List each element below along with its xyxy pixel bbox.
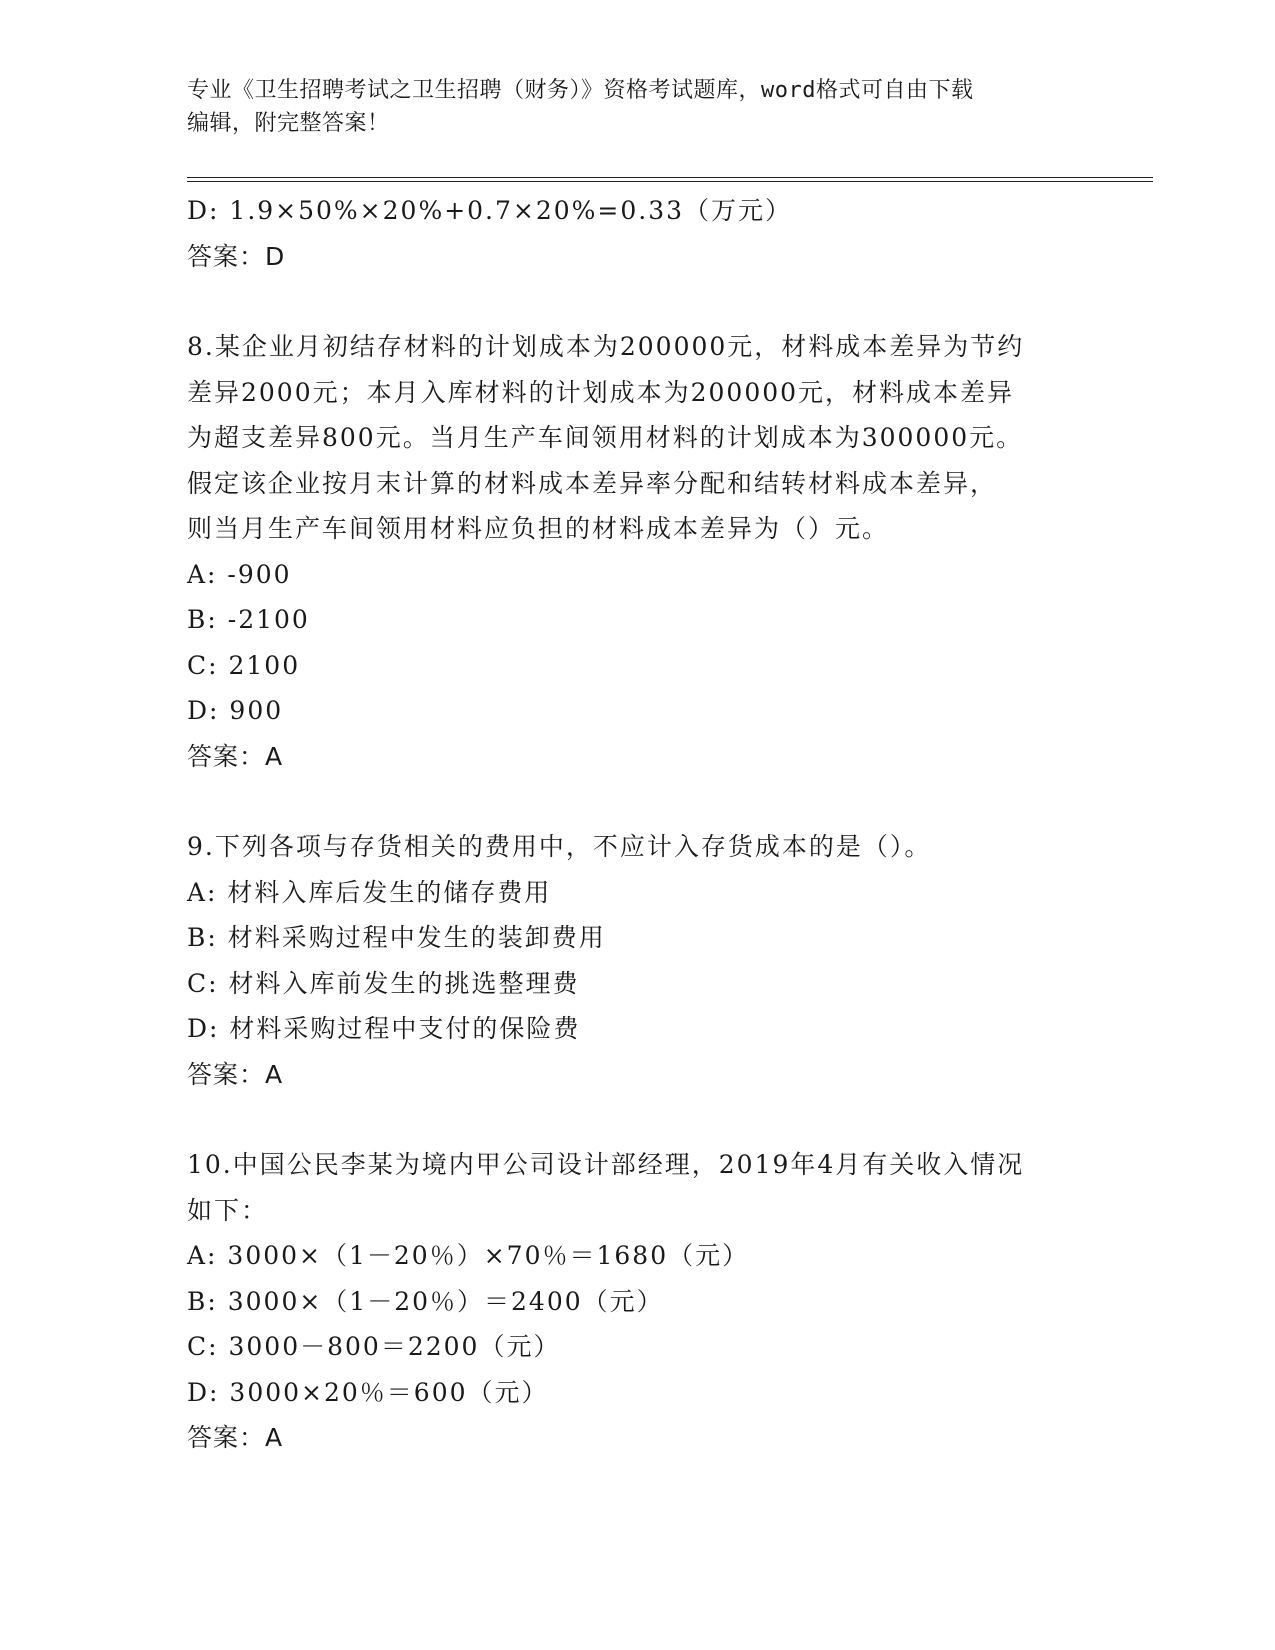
question-8-option-a: A: -900 xyxy=(187,559,292,589)
header-line-1: 专业《卫生招聘考试之卫生招聘（财务）》资格考试题库，word格式可自由下载 xyxy=(187,78,974,103)
question-10-stem-line: 10.中国公民李某为境内甲公司设计部经理，2019年4月有关收入情况 xyxy=(187,1150,1025,1179)
question-9-option-d: D: 材料采购过程中支付的保险费 xyxy=(187,1014,581,1043)
question-10-option-d: D: 3000×20％＝600（元） xyxy=(187,1377,549,1407)
question-9-stem xyxy=(187,824,1087,870)
question-8-stem-line: 则当月生产车间领用材料应负担的材料成本差异为（）元。 xyxy=(187,514,890,543)
question-10-stem-line: 如下： xyxy=(187,1195,269,1225)
question-9-answer: 答案：A xyxy=(187,1059,284,1089)
question-9-option-a: A: 材料入库后发生的储存费用 xyxy=(187,877,552,907)
question-9-option-c: C: 材料入库前发生的挑选整理费 xyxy=(187,968,580,998)
question-10-option-b: B: 3000×（1－20％）＝2400（元） xyxy=(187,1286,664,1316)
question-8-stem-line: 假定该企业按月末计算的材料成本差异率分配和结转材料成本差异， xyxy=(187,468,998,498)
document-header xyxy=(187,74,1067,140)
question-8-option-b: B: -2100 xyxy=(187,605,310,634)
question-10-answer: 答案：A xyxy=(187,1423,284,1452)
header-divider-top xyxy=(187,177,1153,178)
question-9-option-b: B: 材料采购过程中发生的装卸费用 xyxy=(187,923,606,952)
question-8-option-c: C: 2100 xyxy=(187,650,301,680)
prev-answer: 答案：D xyxy=(187,241,286,271)
question-8-option-d: D: 900 xyxy=(187,696,284,725)
question-10-option-c: C: 3000－800＝2200（元） xyxy=(187,1332,561,1361)
question-gap xyxy=(187,779,1087,824)
prev-option-d: D: 1.9×50%×20%+0.7×20%=0.33（万元） xyxy=(187,196,793,225)
document-body xyxy=(187,188,1087,1461)
question-8-answer: 答案：A xyxy=(187,741,284,771)
header-line-2: 编辑，附完整答案！ xyxy=(187,111,390,136)
question-9-stem-line: 9.下列各项与存货相关的费用中，不应计入存货成本的是（）。 xyxy=(187,832,932,861)
question-8-stem-line: 为超支差异800元。当月生产车间领用材料的计划成本为300000元。 xyxy=(187,423,1024,452)
question-10-stem xyxy=(187,1142,1087,1233)
header-divider-bottom xyxy=(187,181,1153,182)
question-8-stem-line: 8.某企业月初结存材料的计划成本为200000元，材料成本差异为节约 xyxy=(187,332,1025,361)
question-8-stem xyxy=(187,324,1087,552)
question-gap xyxy=(187,1097,1087,1142)
question-10-option-a: A: 3000×（1－20％）×70％＝1680（元） xyxy=(187,1241,750,1270)
question-gap xyxy=(187,279,1087,324)
question-8-stem-line: 差异2000元；本月入库材料的计划成本为200000元，材料成本差异 xyxy=(187,377,1015,407)
